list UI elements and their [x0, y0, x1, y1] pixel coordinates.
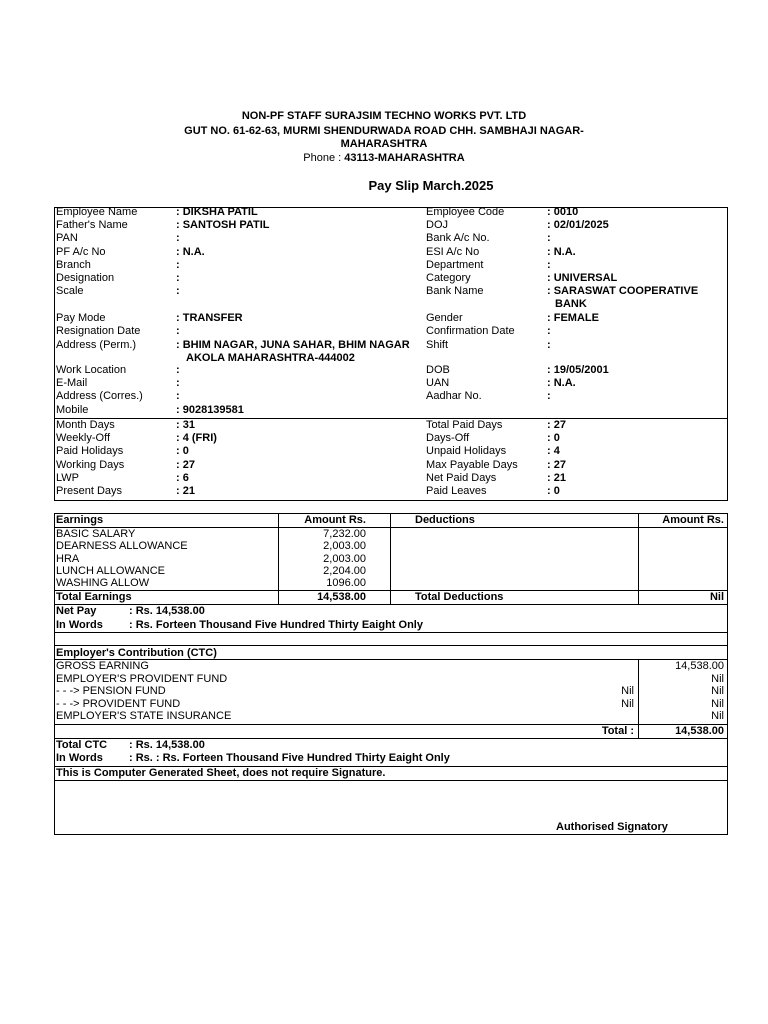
field-label: Scale	[56, 285, 84, 297]
field-value: : DIKSHA PATIL	[176, 206, 258, 218]
attendance-label: Unpaid Holidays	[426, 445, 507, 458]
field-value: :	[176, 232, 180, 244]
ctc-heading: Employer's Contribution (CTC)	[56, 647, 217, 659]
ctc-row-amount: Nil	[711, 672, 724, 685]
field-value: : SANTOSH PATIL	[176, 219, 270, 231]
earning-label: WASHING ALLOW	[56, 577, 150, 590]
ctc-total-value: 14,538.00	[675, 725, 724, 737]
field-value: : FEMALE	[547, 312, 599, 324]
attendance-value: : 6	[176, 471, 189, 484]
field-value: :	[176, 325, 180, 337]
divider	[54, 527, 728, 528]
attendance-value: : 21	[176, 485, 195, 497]
ctc-row-label: EMPLOYER'S STATE INSURANCE	[56, 710, 232, 723]
attendance-value: : 0	[547, 432, 560, 445]
earnings-amount-header: Amount Rs.	[304, 514, 366, 526]
total-deductions-label: Total Deductions	[415, 591, 504, 603]
field-label: Aadhar No.	[426, 390, 482, 402]
divider	[54, 645, 728, 646]
attendance-label: Paid Leaves	[426, 485, 487, 497]
field-label: Mobile	[56, 404, 89, 416]
field-value: : SARASWAT COOPERATIVE	[547, 285, 699, 297]
net-pay-label: Net Pay	[56, 605, 97, 617]
ctc-row-amount: Nil	[711, 685, 724, 698]
earning-label: DEARNESS ALLOWANCE	[56, 540, 188, 553]
attendance-label: Paid Holidays	[56, 445, 124, 458]
field-value: : 9028139581	[176, 404, 244, 416]
field-value: :	[547, 325, 551, 337]
earning-label: HRA	[56, 552, 80, 565]
field-value: : 19/05/2001	[547, 364, 609, 376]
ctc-row-amount: 14,538.00	[675, 660, 724, 672]
divider	[54, 590, 728, 591]
field-label: Department	[426, 259, 484, 271]
ctc-row-mid: Nil	[621, 685, 634, 698]
earning-amount: 2,204.00	[323, 564, 366, 577]
field-value: :	[176, 272, 180, 284]
attendance-label: Working Days	[56, 458, 125, 471]
total-deductions-value: Nil	[709, 591, 724, 603]
ctc-row-label: - - -> PROVIDENT FUND	[56, 697, 181, 710]
field-value: :	[176, 364, 180, 376]
earnings-header: Earnings	[56, 514, 104, 526]
field-label: Designation	[56, 272, 115, 284]
field-value: : N.A.	[547, 377, 576, 389]
divider	[54, 780, 728, 781]
field-label: Bank A/c No.	[426, 232, 490, 244]
company-address-line2: MAHARASHTRA	[340, 138, 428, 150]
attendance-value: : 27	[176, 458, 195, 471]
page-title: Pay Slip March.2025	[368, 178, 494, 193]
field-label: PAN	[56, 232, 78, 244]
field-label: Branch	[56, 259, 91, 271]
field-value: : BHIM NAGAR, JUNA SAHAR, BHIM NAGAR	[176, 339, 410, 351]
field-value: :	[547, 232, 551, 244]
field-value: :	[176, 259, 180, 271]
total-earnings-value: 14,538.00	[317, 591, 366, 603]
in-words-value: : Rs. Forteen Thousand Five Hundred Thirty Eaight Only	[129, 619, 423, 631]
ctc-row-label: - - -> PENSION FUND	[56, 685, 166, 698]
attendance-value: : 27	[547, 458, 566, 471]
attendance-value: : 4 (FRI)	[176, 432, 217, 445]
attendance-label: Max Payable Days	[426, 458, 518, 471]
field-label: Address (Corres.)	[56, 390, 143, 402]
field-label: Bank Name	[426, 285, 484, 297]
field-label: Resignation Date	[56, 325, 141, 337]
earning-amount: 1096.00	[326, 577, 366, 590]
computer-generated-note: This is Computer Generated Sheet, does not require Signature.	[56, 767, 386, 779]
field-label: Gender	[426, 312, 463, 324]
field-value: :	[176, 377, 180, 389]
field-label: Category	[426, 272, 471, 284]
ctc-row-label: EMPLOYER'S PROVIDENT FUND	[56, 672, 228, 685]
field-value-cont: AKOLA MAHARASHTRA-444002	[186, 352, 355, 364]
in-words-label: In Words	[56, 619, 103, 631]
field-label: ESI A/c No	[426, 246, 480, 258]
attendance-label: Month Days	[56, 419, 115, 431]
deductions-amount-header: Amount Rs.	[662, 514, 724, 526]
attendance-label: Present Days	[56, 485, 123, 497]
total-ctc-label: Total CTC	[56, 739, 108, 751]
ctc-row-mid: Nil	[621, 697, 634, 710]
employee-details-box	[54, 207, 728, 501]
field-label: Address (Perm.)	[56, 339, 137, 351]
attendance-label: LWP	[56, 471, 80, 484]
field-value: : TRANSFER	[176, 312, 243, 324]
attendance-value: : 27	[547, 419, 566, 431]
attendance-value: : 0	[176, 445, 189, 458]
field-label: E-Mail	[56, 377, 88, 389]
earning-amount: 2,003.00	[323, 540, 366, 553]
authorised-signatory: Authorised Signatory	[556, 821, 668, 833]
earning-label: BASIC SALARY	[56, 528, 136, 540]
attendance-label: Net Paid Days	[426, 471, 497, 484]
divider	[54, 418, 728, 419]
attendance-label: Total Paid Days	[426, 419, 503, 431]
field-value-cont: BANK	[555, 298, 587, 310]
field-label: Shift	[426, 339, 449, 351]
attendance-value: : 21	[547, 471, 566, 484]
net-pay-value: : Rs. 14,538.00	[129, 605, 205, 617]
field-value: :	[547, 259, 551, 271]
attendance-label: Days-Off	[426, 432, 470, 445]
field-label: UAN	[426, 377, 450, 389]
field-value: :	[176, 390, 180, 402]
earning-label: LUNCH ALLOWANCE	[56, 564, 166, 577]
total-ctc-value: : Rs. 14,538.00	[129, 739, 205, 751]
field-value: : N.A.	[547, 246, 576, 258]
field-label: Confirmation Date	[426, 325, 515, 337]
ctc-in-words-value: : Rs. : Rs. Forteen Thousand Five Hundred Thirty Eaight Only	[129, 752, 450, 764]
field-value: : 02/01/2025	[547, 219, 609, 231]
attendance-value: : 4	[547, 445, 560, 458]
divider	[54, 632, 728, 633]
field-label: PF A/c No	[56, 246, 106, 258]
phone-value: 43113-MAHARASHTRA	[344, 152, 465, 164]
field-label: DOB	[426, 364, 450, 376]
field-value: : UNIVERSAL	[547, 272, 618, 284]
field-value: : 0010	[547, 206, 579, 218]
deductions-header: Deductions	[415, 514, 475, 526]
field-value: :	[547, 339, 551, 351]
field-value: :	[176, 285, 180, 297]
ctc-row-amount: Nil	[711, 710, 724, 723]
field-label: Work Location	[56, 364, 127, 376]
ctc-row-label: GROSS EARNING	[56, 660, 149, 672]
field-label: Father's Name	[56, 219, 128, 231]
earning-amount: 7,232.00	[323, 528, 366, 540]
attendance-value: : 31	[176, 419, 195, 431]
field-label: DOJ	[426, 219, 448, 231]
ctc-row-amount: Nil	[711, 697, 724, 710]
company-address-line1: GUT NO. 61-62-63, MURMI SHENDURWADA ROAD CHH. SAMBHAJI NAGAR-	[184, 125, 584, 137]
field-label: Employee Code	[426, 206, 505, 218]
attendance-value: : 0	[547, 485, 560, 497]
field-label: Pay Mode	[56, 312, 106, 324]
field-value: :	[547, 390, 551, 402]
ctc-total-label: Total :	[601, 725, 634, 737]
field-value: : N.A.	[176, 246, 205, 258]
total-earnings-label: Total Earnings	[56, 591, 132, 603]
field-label: Employee Name	[56, 206, 138, 218]
company-phone	[0, 151, 768, 165]
company-name: NON-PF STAFF SURAJSIM TECHNO WORKS PVT. LTD	[241, 110, 527, 122]
attendance-label: Weekly-Off	[56, 432, 110, 445]
ctc-in-words-label: In Words	[56, 752, 103, 764]
phone-label: Phone :	[303, 152, 342, 164]
earning-amount: 2,003.00	[323, 552, 366, 565]
